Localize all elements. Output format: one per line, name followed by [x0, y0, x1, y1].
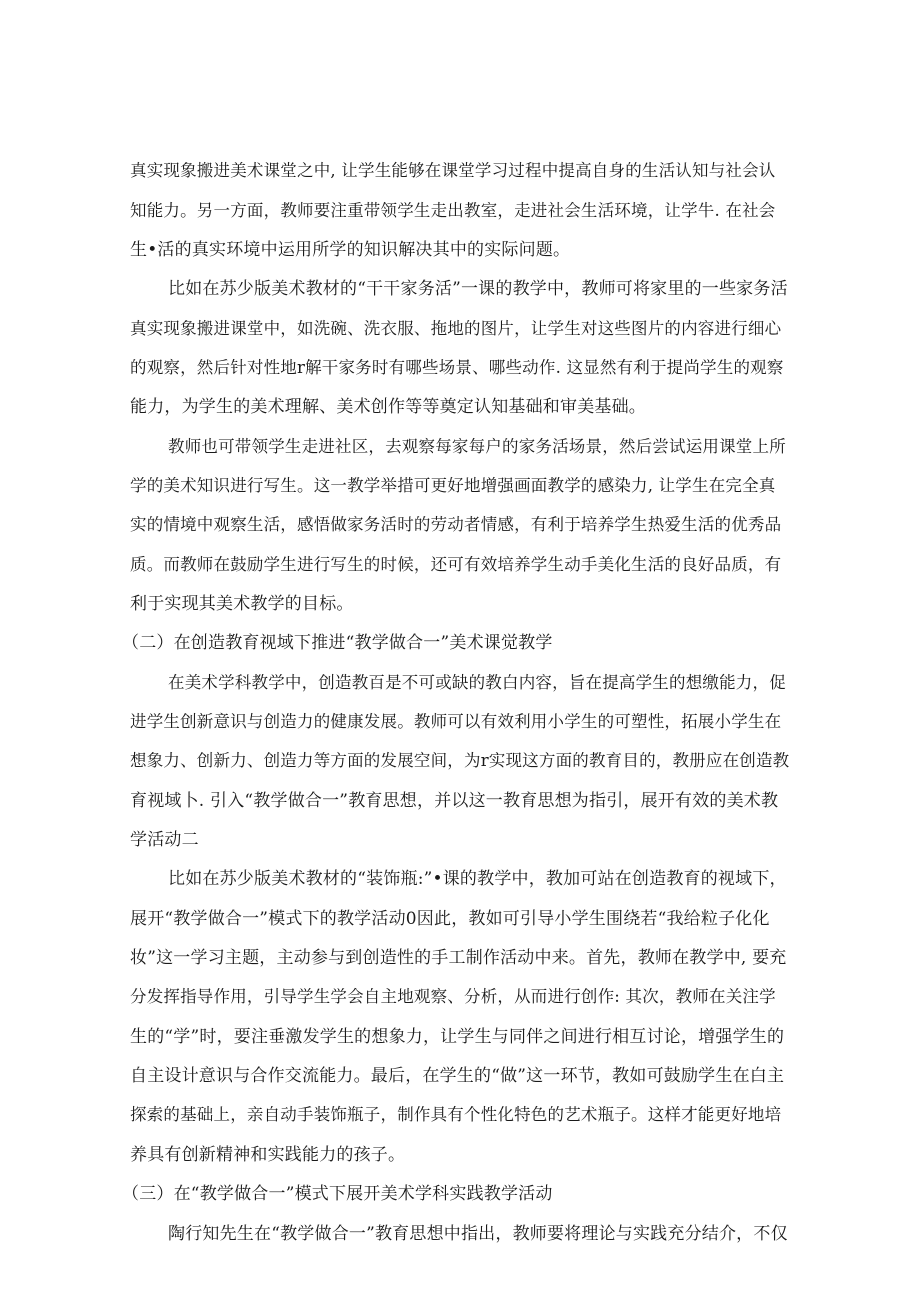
text-line: 生•活的真实环境中运用所学的知识解决其中的实际问题。	[130, 240, 571, 260]
section-heading: （三）在“教学做合一”模式下展开美术学科实践教学活动	[122, 1184, 553, 1204]
text-line: 能力，为学生的美术理解、美术创作等等奠定认知基础和审美基础。	[130, 397, 646, 417]
text-line: 真实现象搬进课堂中，如洗碗、洗衣服、拖地的图片，让学生对这些图片的内容进行细心	[130, 319, 782, 338]
text-line: 生的“学”时，要注垂激发学生的想象力，让学生与同伴之间进行相互讨论，增强学生的	[130, 1027, 785, 1047]
text-line: 在美术学科教学中，创造教百是不可或缺的教白内容，旨在提高学生的想缴能力，促	[168, 673, 786, 692]
text-line: 比如在苏少版美术教材的“干干家务活”一课的教学中，教师可将家里的一些家务活	[168, 279, 788, 299]
text-line: 学活动二	[130, 830, 199, 850]
text-line: 探索的基础上，亲自动手装饰瓶子，制作具有个性化特色的艺术瓶子。这样才能更好地培	[130, 1105, 782, 1124]
text-line: 知能力。另一方面，教师要注重带领学生走出教室，走进社会生活环境，让学牛. 在社会	[130, 201, 776, 220]
text-line: 陶行知先生在“教学做合一”教育思想中指出，教师要将理论与实践充分结介，不仅	[168, 1224, 788, 1244]
text-line: 展开“教学做合一”模式下的教学活动0因此，教如可引导小学生围绕若“我给粒子化化	[130, 909, 770, 929]
text-line: 真实现象搬进美术课堂之中, 让学生能够在课堂学习过程中提高自身的生活认知与社会认	[130, 161, 776, 180]
text-line: 比如在苏少版美术教材的“装饰瓶:”•课的教学中，教加可站在创造教育的视域下，	[168, 869, 787, 889]
text-line: 实的情境中观察生活，感悟做家务活时的劳动者情感，有利于培养学生热爱生活的优秀品	[130, 515, 782, 534]
text-line: 的观察，然后针对性地r解干家务时有哪些场景、哪些动作. 这显然有利于提尚学生的观察	[130, 358, 784, 377]
text-line: 进学生创新意识与创造力的健康发展。教师可以有效利用小学生的可塑性，拓展小学生在	[130, 712, 782, 731]
text-line: 学的美术知识进行写生。这一教学举措可更好地增强画面教学的感染力, 让学生在完全真	[130, 476, 776, 495]
text-line: 育视域卜. 引入“教学做合一”教育思想，并以这一教育思想为指引，展开有效的美术教	[130, 791, 779, 811]
text-line: 教师也可带领学生走进社区，去观察每家每户的家务活场景，然后尝试运用课堂上所	[168, 437, 786, 456]
text-line: 想象力、创新力、创造力等方面的发展空间，为r实现这方面的教育目的，教册应在创造教	[130, 751, 790, 770]
text-line: 质。而教师在鼓励学生进行写生的时候，还可有效培养学生动手美化生活的良好品质，有	[130, 555, 782, 574]
text-line: 分发挥指导作用，引导学生学会自主地观察、分析，从而进行创作: 其次，教师在关注学	[130, 987, 776, 1006]
section-heading: （二）在创造教育视域下推进“教学做合一”美术课觉教学	[122, 633, 553, 653]
text-line: 利于实现其美术教学的目标。	[130, 594, 354, 614]
text-line: 自主设计意识与合作交流能力。最后，在学生的“做”这一环节，教如可鼓励学生在白主	[130, 1066, 785, 1086]
text-line: 妆”这一学习主题，主动参与到创造性的手工制作活动中来。首先，教师在教学中, 要充	[130, 948, 787, 968]
text-line: 养具有创新精神和实践能力的孩子。	[130, 1145, 406, 1165]
